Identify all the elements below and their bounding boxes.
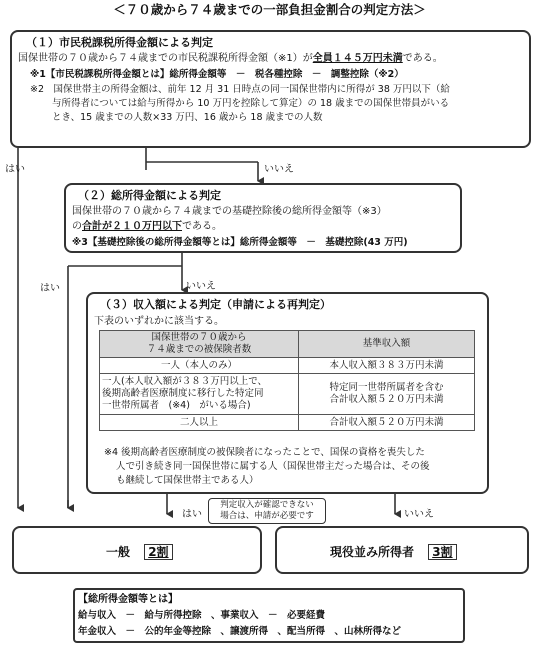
label-no-2: いいえ — [186, 281, 216, 292]
definition-line1: 給与収入 － 給与所得控除 、事業収入 － 必要経費 — [78, 610, 326, 621]
criteria-table — [99, 330, 475, 431]
table-cell-left: 二人以上 — [100, 415, 299, 431]
definition-heading: 【総所得金額等とは】 — [78, 594, 178, 605]
step3-note4-line2: 人で引き続き同一国保世帯に属する人（国保世帯主だった場合は、その後 — [116, 461, 430, 472]
table-cell-left — [100, 374, 299, 415]
step3-heading: （３）収入額による判定（申請による再判定） — [100, 298, 331, 311]
step1-note1: ※1【市民税課税所得金額とは】総所得金額等 － 税各種控除 － 調整控除（※2） — [30, 69, 404, 80]
result-active-label: 現役並み所得者 — [330, 545, 415, 559]
result-active — [330, 543, 457, 560]
result-active-rate: 3割 — [428, 544, 456, 560]
step1-condition-a: 国保世帯の７０歳から７４歳までの市民税課税所得金額（※1）が — [18, 53, 313, 64]
step1-note2-line2: 与所得者については給与所得から 10 万円を控除して算定）の 18 歳までの国保世帯員がいる — [52, 98, 450, 109]
step2-line2 — [72, 220, 222, 233]
confirm-note-line1: 判定収入が確認できない — [220, 500, 314, 510]
confirm-note — [208, 498, 326, 524]
step3-note4-line1: ※4 後期高齢者医療制度の被保険者になったことで、国保の資格を喪失した — [104, 447, 425, 458]
page-title: ＜７０歳から７４歳までの一部負担金割合の判定方法＞ — [113, 2, 426, 17]
table-cell-left-line: 後期高齢者医療制度に移行した特定同 — [102, 388, 264, 399]
step1-condition-b: 全員１４５万円未満 — [312, 53, 403, 64]
step1-note2-line3: とき、15 歳までの人数×33 万円、16 歳から 18 歳までの人数 — [52, 112, 323, 123]
table-cell-right: 合計収入額５２０万円未満 — [299, 415, 475, 431]
step1-condition-c: である。 — [402, 53, 443, 64]
label-no-1: いいえ — [264, 164, 294, 175]
step2-line2-b: 合計が２１０万円以下 — [82, 221, 182, 232]
table-header-right: 基準収入額 — [299, 331, 475, 358]
label-no-3: いいえ — [404, 509, 434, 520]
result-general-label: 一般 — [106, 545, 131, 559]
table-cell-right-line: 合計収入額５２０万円未満 — [329, 394, 444, 405]
table-cell-left: 一人（本人のみ） — [100, 358, 299, 374]
definition-line2: 年金収入 － 公的年金等控除 、譲渡所得 、配当所得 、山林所得など — [78, 626, 402, 637]
step1-condition — [18, 52, 443, 65]
step2-line2-a: の — [72, 221, 82, 232]
table-cell-right-line: 特定同一世帯所属者を含む — [329, 382, 444, 393]
table-header-row — [100, 331, 475, 358]
table-row — [100, 358, 475, 374]
step2-heading: （２）総所得金額による判定 — [78, 189, 221, 202]
table-cell-right — [299, 374, 475, 415]
table-row — [100, 415, 475, 431]
step1-heading: （１）市民税課税所得金額による判定 — [26, 36, 213, 49]
step1-note2-line1: ※2 国保世帯主の所得金額は、前年 12 月 31 日時点の同一国保世帯内に所得が 38 万円以下（給 — [30, 84, 450, 95]
step3-intro: 下表のいずれかに該当する。 — [94, 316, 224, 327]
step2-note3: ※3【基礎控除後の総所得金額等とは】総所得金額等 － 基礎控除(43 万円) — [72, 237, 408, 248]
label-yes-3: はい — [182, 509, 202, 520]
table-row — [100, 374, 475, 415]
result-general — [106, 543, 173, 560]
step2-line2-c: である。 — [182, 221, 222, 232]
result-general-rate: 2割 — [144, 544, 172, 560]
step2-line1: 国保世帯の７０歳から７４歳までの基礎控除後の総所得金額等（※3） — [72, 206, 387, 217]
table-cell-left-line: 一人(本人収入額が３８３万円以上で、 — [102, 376, 268, 387]
table-header-left-line1: 国保世帯の７０歳から — [151, 332, 247, 343]
table-header-left — [100, 331, 299, 358]
label-yes-2: はい — [40, 283, 60, 294]
confirm-note-line2: 場合は、申請が必要です — [220, 511, 314, 521]
label-yes-1: はい — [5, 164, 25, 175]
table-cell-left-line: 一世帯所属者 (※4) がいる場合) — [102, 400, 251, 411]
table-cell-right: 本人収入額３８３万円未満 — [299, 358, 475, 374]
step3-note4-line3: も継続して国保世帯主である人） — [116, 475, 259, 486]
table-header-left-line2: ７４歳までの被保険者数 — [146, 344, 252, 355]
